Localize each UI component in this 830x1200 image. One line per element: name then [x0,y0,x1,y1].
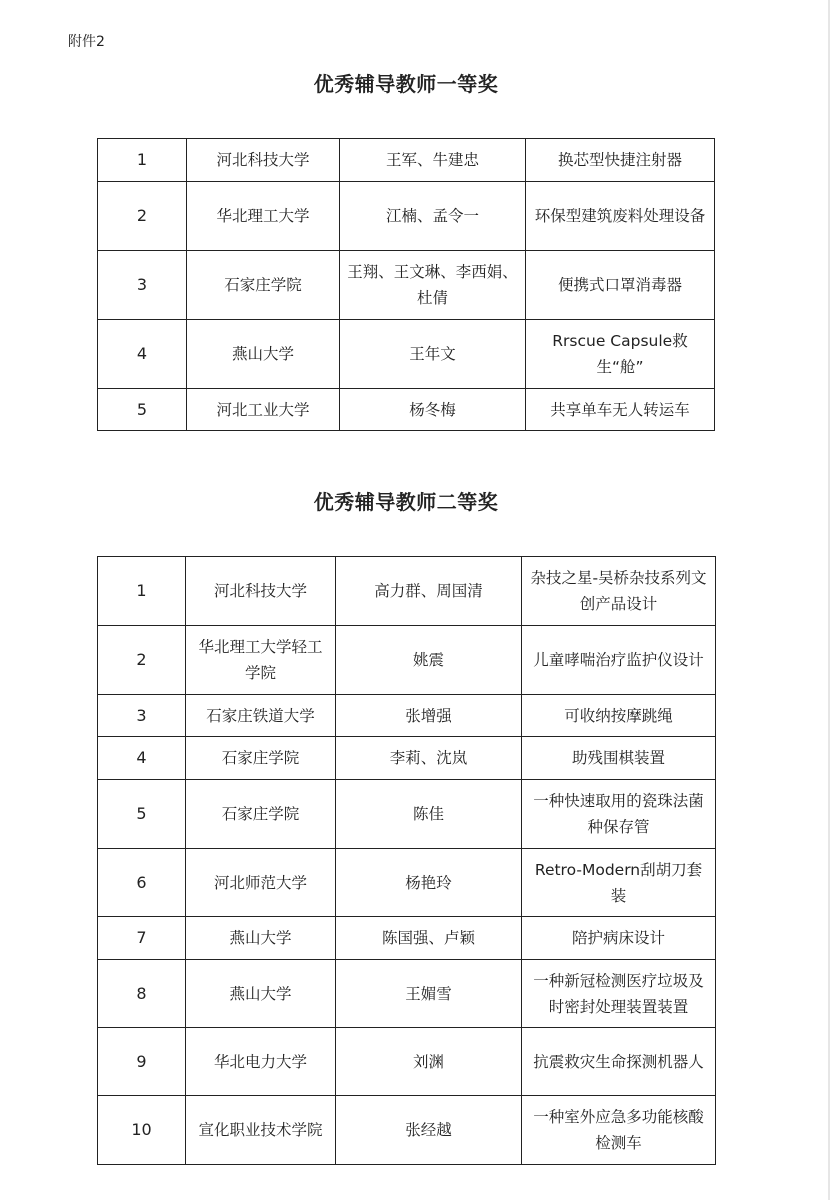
school-cell: 河北科技大学 [187,139,340,182]
project-cell: 儿童哮喘治疗监护仪设计 [522,626,716,695]
project-cell: Retro-Modern刮胡刀套装 [522,849,716,917]
school-cell: 燕山大学 [186,917,336,960]
row-number: 4 [98,320,187,389]
first-prize-table [97,138,715,431]
row-number: 2 [98,182,187,251]
teacher-cell: 姚震 [336,626,522,695]
row-number: 3 [98,695,186,737]
table-row [98,182,715,251]
school-cell: 华北电力大学 [186,1028,336,1096]
table-row [98,320,715,389]
row-number: 3 [98,251,187,320]
table-row [98,960,716,1028]
project-cell: 杂技之星-吴桥杂技系列文创产品设计 [522,557,716,626]
table-row [98,1028,716,1096]
row-number: 9 [98,1028,186,1096]
project-cell: Rrscue Capsule救生“舱” [526,320,715,389]
row-number: 8 [98,960,186,1028]
school-cell: 河北科技大学 [186,557,336,626]
school-cell: 河北工业大学 [187,389,340,431]
project-cell: 一种室外应急多功能核酸检测车 [522,1096,716,1165]
second-prize-table [97,556,716,1165]
table-row [98,849,716,917]
row-number: 4 [98,737,186,780]
project-cell: 一种快速取用的瓷珠法菌种保存管 [522,780,716,849]
row-number: 7 [98,917,186,960]
project-cell: 共享单车无人转运车 [526,389,715,431]
attachment-label: 附件2 [68,34,105,50]
row-number: 10 [98,1096,186,1165]
teacher-cell: 王媚雪 [336,960,522,1028]
teacher-cell: 张增强 [336,695,522,737]
table-row [98,917,716,960]
teacher-cell: 刘渊 [336,1028,522,1096]
teacher-cell: 陈国强、卢颖 [336,917,522,960]
project-cell: 可收纳按摩跳绳 [522,695,716,737]
table-row [98,251,715,320]
table-row [98,695,716,737]
teacher-cell: 陈佳 [336,780,522,849]
teacher-cell: 王翔、王文琳、李西娟、杜倩 [340,251,526,320]
project-cell: 换芯型快捷注射器 [526,139,715,182]
school-cell: 石家庄学院 [186,737,336,780]
teacher-cell: 江楠、孟令一 [340,182,526,251]
project-cell: 助残围棋装置 [522,737,716,780]
school-cell: 宣化职业技术学院 [186,1096,336,1165]
project-cell: 抗震救灾生命探测机器人 [522,1028,716,1096]
second-prize-title: 优秀辅导教师二等奖 [313,490,499,514]
project-cell: 陪护病床设计 [522,917,716,960]
teacher-cell: 杨艳玲 [336,849,522,917]
school-cell: 河北师范大学 [186,849,336,917]
teacher-cell: 高力群、周国清 [336,557,522,626]
school-cell: 石家庄铁道大学 [186,695,336,737]
table-row [98,737,716,780]
school-cell: 燕山大学 [186,960,336,1028]
school-cell: 华北理工大学轻工学院 [186,626,336,695]
teacher-cell: 张经越 [336,1096,522,1165]
teacher-cell: 王年文 [340,320,526,389]
project-cell: 便携式口罩消毒器 [526,251,715,320]
teacher-cell: 李莉、沈岚 [336,737,522,780]
table-row [98,389,715,431]
table-row [98,557,716,626]
school-cell: 华北理工大学 [187,182,340,251]
school-cell: 燕山大学 [187,320,340,389]
project-cell: 一种新冠检测医疗垃圾及时密封处理装置装置 [522,960,716,1028]
table-row [98,139,715,182]
row-number: 2 [98,626,186,695]
table-row [98,626,716,695]
table-row [98,1096,716,1165]
row-number: 1 [98,557,186,626]
row-number: 6 [98,849,186,917]
row-number: 5 [98,389,187,431]
row-number: 5 [98,780,186,849]
row-number: 1 [98,139,187,182]
teacher-cell: 杨冬梅 [340,389,526,431]
school-cell: 石家庄学院 [186,780,336,849]
table-row [98,780,716,849]
teacher-cell: 王军、牛建忠 [340,139,526,182]
project-cell: 环保型建筑废料处理设备 [526,182,715,251]
school-cell: 石家庄学院 [187,251,340,320]
first-prize-title: 优秀辅导教师一等奖 [313,72,499,96]
